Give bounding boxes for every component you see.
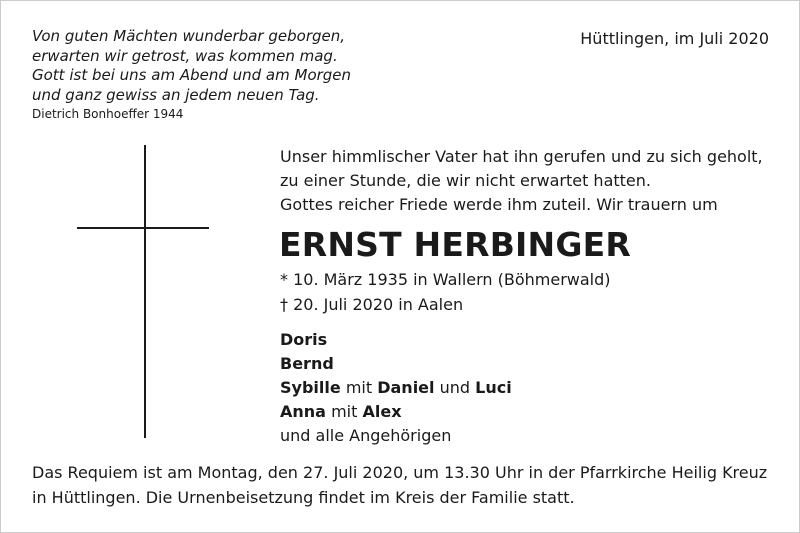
mourners-list xyxy=(280,328,512,448)
requiem-info xyxy=(32,460,772,510)
mourner-entry xyxy=(280,376,512,400)
quote-line: Gott ist bei uns am Abend und am Morgen xyxy=(32,66,352,84)
intro-text xyxy=(280,145,780,217)
requiem-line: in Hüttlingen. Die Urnenbeisetzung findet im Kreis der Familie statt. xyxy=(32,488,575,507)
mourner-name: Doris xyxy=(280,330,328,349)
quote-line: und ganz gewiss an jedem neuen Tag. xyxy=(32,85,320,104)
intro-line: Gottes reicher Friede werde ihm zuteil. Wir trauern um xyxy=(280,195,718,214)
mourner-entry xyxy=(280,400,512,424)
mourner-name: Bernd xyxy=(280,354,334,373)
mourner-entry xyxy=(280,424,512,448)
quote-line: erwarten wir getrost, was kommen mag. xyxy=(32,46,338,65)
mourner-entry xyxy=(280,352,512,376)
intro-line: Unser himmlischer Vater hat ihn gerufen und zu sich geholt, xyxy=(280,147,763,166)
requiem-line: Das Requiem ist am Montag, den 27. Juli 2020, um 13.30 Uhr in der Pfarrkirche Heilig Kreuz xyxy=(32,463,768,482)
birth-date: * 10. März 1935 in Wallern (Böhmerwald) xyxy=(280,270,611,289)
death-date: † 20. Juli 2020 in Aalen xyxy=(280,295,464,314)
all-relatives-text: und alle Angehörigen xyxy=(280,426,452,445)
mourner-name: Luci xyxy=(475,378,512,397)
mourner-name: Sybille xyxy=(280,378,341,397)
connector-text: und xyxy=(439,378,471,397)
mourner-entry xyxy=(280,328,512,352)
mourner-name: Alex xyxy=(362,402,402,421)
quote-author: Dietrich Bonhoeffer 1944 xyxy=(32,107,184,121)
deceased-name: ERNST HERBINGER xyxy=(279,225,631,264)
intro-line: zu einer Stunde, die wir nicht erwartet hatten. xyxy=(280,171,651,190)
place-and-date: Hüttlingen, im Juli 2020 xyxy=(580,29,769,48)
quote-line: Von guten Mächten wunderbar geborgen, xyxy=(32,27,346,45)
cross-icon-vertical xyxy=(144,145,146,438)
connector-text: mit xyxy=(331,402,358,421)
connector-text: mit xyxy=(345,378,373,397)
mourner-name: Anna xyxy=(280,402,326,421)
bonhoeffer-quote xyxy=(32,27,392,122)
cross-icon-horizontal xyxy=(77,227,209,229)
mourner-name: Daniel xyxy=(377,378,435,397)
life-dates xyxy=(280,267,611,317)
